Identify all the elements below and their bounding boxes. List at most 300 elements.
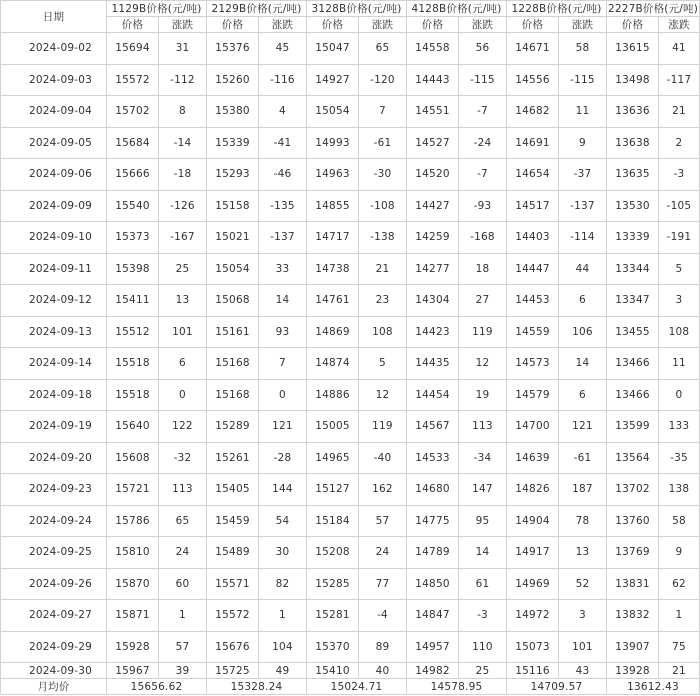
table-row [1, 64, 700, 96]
change-cell: 54 [259, 505, 307, 537]
price-cell: 13498 [607, 64, 659, 96]
price-cell: 13530 [607, 190, 659, 222]
change-cell: -4 [359, 600, 407, 632]
price-cell: 14559 [507, 316, 559, 348]
price-cell: 14558 [407, 33, 459, 65]
change-cell: 89 [359, 631, 407, 663]
date-cell: 2024-09-11 [1, 253, 107, 285]
price-cell: 14761 [307, 285, 359, 317]
price-cell: 15870 [107, 568, 159, 600]
price-cell: 14963 [307, 159, 359, 191]
price-cell: 14691 [507, 127, 559, 159]
price-cell: 13564 [607, 442, 659, 474]
change-cell: 138 [659, 474, 700, 506]
price-cell: 14423 [407, 316, 459, 348]
change-cell: 108 [659, 316, 700, 348]
price-cell: 15518 [107, 379, 159, 411]
date-cell: 2024-09-09 [1, 190, 107, 222]
change-cell: 41 [659, 33, 700, 65]
price-cell: 14277 [407, 253, 459, 285]
price-cell: 15021 [207, 222, 259, 254]
change-cell: 121 [259, 411, 307, 443]
price-cell: 15116 [507, 663, 559, 679]
price-cell: 15676 [207, 631, 259, 663]
change-cell: -61 [359, 127, 407, 159]
header-row-products [1, 1, 700, 17]
change-cell: -41 [259, 127, 307, 159]
price-cell: 15410 [307, 663, 359, 679]
price-cell: 14639 [507, 442, 559, 474]
price-cell: 15293 [207, 159, 259, 191]
change-cell: 0 [259, 379, 307, 411]
price-cell: 15871 [107, 600, 159, 632]
change-cell: 9 [559, 127, 607, 159]
change-cell: 62 [659, 568, 700, 600]
price-cell: 13907 [607, 631, 659, 663]
change-cell: -3 [459, 600, 507, 632]
table-row [1, 348, 700, 380]
price-cell: 15459 [207, 505, 259, 537]
product-header-2129b: 2129B价格(元/吨) [207, 1, 307, 17]
price-cell: 14403 [507, 222, 559, 254]
change-cell: 0 [159, 379, 207, 411]
price-cell: 14671 [507, 33, 559, 65]
price-cell: 14972 [507, 600, 559, 632]
price-cell: 14304 [407, 285, 459, 317]
change-cell: 121 [559, 411, 607, 443]
change-cell: -61 [559, 442, 607, 474]
price-cell: 15666 [107, 159, 159, 191]
table-row [1, 285, 700, 317]
price-cell: 15489 [207, 537, 259, 569]
price-cell: 14965 [307, 442, 359, 474]
price-cell: 14682 [507, 96, 559, 128]
change-cell: 0 [659, 379, 700, 411]
table-row [1, 159, 700, 191]
price-cell: 14969 [507, 568, 559, 600]
price-cell: 14982 [407, 663, 459, 679]
change-cell: -24 [459, 127, 507, 159]
change-cell: 95 [459, 505, 507, 537]
table-row [1, 568, 700, 600]
price-cell: 13638 [607, 127, 659, 159]
change-cell: 58 [559, 33, 607, 65]
change-cell: 6 [559, 285, 607, 317]
change-subheader: 涨跌 [659, 17, 700, 33]
date-cell: 2024-09-25 [1, 537, 107, 569]
price-cell: 13466 [607, 379, 659, 411]
change-cell: 57 [359, 505, 407, 537]
price-cell: 15376 [207, 33, 259, 65]
table-row [1, 631, 700, 663]
price-cell: 15571 [207, 568, 259, 600]
table-row [1, 253, 700, 285]
table-row [1, 505, 700, 537]
change-cell: 30 [259, 537, 307, 569]
change-cell: 133 [659, 411, 700, 443]
change-cell: 12 [359, 379, 407, 411]
date-cell: 2024-09-02 [1, 33, 107, 65]
change-cell: 6 [559, 379, 607, 411]
price-cell: 15512 [107, 316, 159, 348]
change-cell: -112 [159, 64, 207, 96]
price-cell: 13928 [607, 663, 659, 679]
change-cell: 113 [159, 474, 207, 506]
date-cell: 2024-09-27 [1, 600, 107, 632]
change-cell: -167 [159, 222, 207, 254]
price-cell: 15285 [307, 568, 359, 600]
change-cell: 65 [359, 33, 407, 65]
change-cell: 44 [559, 253, 607, 285]
change-cell: 25 [459, 663, 507, 679]
change-cell: 1 [259, 600, 307, 632]
change-cell: 119 [359, 411, 407, 443]
change-cell: 21 [359, 253, 407, 285]
change-cell: 43 [559, 663, 607, 679]
price-cell: 15168 [207, 348, 259, 380]
date-cell: 2024-09-05 [1, 127, 107, 159]
price-cell: 14443 [407, 64, 459, 96]
price-cell: 15047 [307, 33, 359, 65]
price-cell: 14573 [507, 348, 559, 380]
change-cell: 106 [559, 316, 607, 348]
price-cell: 15640 [107, 411, 159, 443]
price-cell: 14551 [407, 96, 459, 128]
price-cell: 14567 [407, 411, 459, 443]
price-cell: 14993 [307, 127, 359, 159]
date-cell: 2024-09-29 [1, 631, 107, 663]
change-cell: 93 [259, 316, 307, 348]
table-row [1, 127, 700, 159]
price-cell: 14886 [307, 379, 359, 411]
average-1228b: 14709.57 [507, 679, 607, 695]
price-cell: 13702 [607, 474, 659, 506]
table-row [1, 96, 700, 128]
date-cell: 2024-09-03 [1, 64, 107, 96]
price-cell: 15608 [107, 442, 159, 474]
price-cell: 13344 [607, 253, 659, 285]
price-cell: 14717 [307, 222, 359, 254]
change-cell: 101 [559, 631, 607, 663]
price-cell: 14556 [507, 64, 559, 96]
change-cell: 45 [259, 33, 307, 65]
price-cell: 14579 [507, 379, 559, 411]
price-cell: 14855 [307, 190, 359, 222]
table-row [1, 537, 700, 569]
change-cell: 104 [259, 631, 307, 663]
change-cell: 56 [459, 33, 507, 65]
price-cell: 13636 [607, 96, 659, 128]
price-cell: 14517 [507, 190, 559, 222]
change-cell: 144 [259, 474, 307, 506]
change-subheader: 涨跌 [259, 17, 307, 33]
change-cell: 5 [659, 253, 700, 285]
change-cell: 3 [659, 285, 700, 317]
date-cell: 2024-09-26 [1, 568, 107, 600]
average-1129b: 15656.62 [107, 679, 207, 695]
change-cell: 23 [359, 285, 407, 317]
price-cell: 15184 [307, 505, 359, 537]
change-cell: -115 [559, 64, 607, 96]
change-cell: 13 [159, 285, 207, 317]
price-cell: 15281 [307, 600, 359, 632]
monthly-average-label: 月均价 [1, 679, 107, 695]
table-row [1, 190, 700, 222]
price-cell: 15380 [207, 96, 259, 128]
price-cell: 14874 [307, 348, 359, 380]
price-cell: 14447 [507, 253, 559, 285]
price-cell: 13635 [607, 159, 659, 191]
price-cell: 14869 [307, 316, 359, 348]
price-cell: 15721 [107, 474, 159, 506]
price-subheader: 价格 [107, 17, 159, 33]
price-cell: 13347 [607, 285, 659, 317]
price-cell: 15694 [107, 33, 159, 65]
change-cell: 162 [359, 474, 407, 506]
price-cell: 15405 [207, 474, 259, 506]
change-cell: 113 [459, 411, 507, 443]
table-row [1, 33, 700, 65]
change-cell: -32 [159, 442, 207, 474]
change-cell: 33 [259, 253, 307, 285]
change-cell: 5 [359, 348, 407, 380]
price-cell: 14904 [507, 505, 559, 537]
price-cell: 14826 [507, 474, 559, 506]
table-row [1, 474, 700, 506]
change-cell: 58 [659, 505, 700, 537]
change-cell: 57 [159, 631, 207, 663]
price-cell: 13599 [607, 411, 659, 443]
price-cell: 15073 [507, 631, 559, 663]
change-cell: 52 [559, 568, 607, 600]
change-cell: -168 [459, 222, 507, 254]
change-cell: 7 [259, 348, 307, 380]
product-header-1228b: 1228B价格(元/吨) [507, 1, 607, 17]
price-cell: 15161 [207, 316, 259, 348]
price-cell: 14789 [407, 537, 459, 569]
price-cell: 15810 [107, 537, 159, 569]
date-cell: 2024-09-18 [1, 379, 107, 411]
price-cell: 15339 [207, 127, 259, 159]
price-subheader: 价格 [407, 17, 459, 33]
price-cell: 13455 [607, 316, 659, 348]
product-header-3128b: 3128B价格(元/吨) [307, 1, 407, 17]
price-cell: 15518 [107, 348, 159, 380]
price-cell: 14435 [407, 348, 459, 380]
price-cell: 15411 [107, 285, 159, 317]
price-cell: 14527 [407, 127, 459, 159]
change-cell: -3 [659, 159, 700, 191]
change-subheader: 涨跌 [359, 17, 407, 33]
change-cell: 6 [159, 348, 207, 380]
table-row [1, 411, 700, 443]
price-cell: 13466 [607, 348, 659, 380]
price-cell: 15370 [307, 631, 359, 663]
change-cell: -114 [559, 222, 607, 254]
price-cell: 13769 [607, 537, 659, 569]
change-cell: -137 [559, 190, 607, 222]
change-cell: 82 [259, 568, 307, 600]
average-3128b: 15024.71 [307, 679, 407, 695]
change-cell: 49 [259, 663, 307, 679]
price-cell: 15702 [107, 96, 159, 128]
price-cell: 15261 [207, 442, 259, 474]
price-cell: 15540 [107, 190, 159, 222]
price-cell: 14427 [407, 190, 459, 222]
price-cell: 13760 [607, 505, 659, 537]
date-cell: 2024-09-04 [1, 96, 107, 128]
price-cell: 13832 [607, 600, 659, 632]
change-cell: 7 [359, 96, 407, 128]
change-cell: 11 [559, 96, 607, 128]
change-cell: 18 [459, 253, 507, 285]
change-cell: 3 [559, 600, 607, 632]
change-cell: 12 [459, 348, 507, 380]
price-cell: 15373 [107, 222, 159, 254]
price-cell: 13615 [607, 33, 659, 65]
price-cell: 15289 [207, 411, 259, 443]
price-cell: 14775 [407, 505, 459, 537]
price-cell: 15725 [207, 663, 259, 679]
price-cell: 15398 [107, 253, 159, 285]
change-cell: 119 [459, 316, 507, 348]
product-header-2227b: 2227B价格(元/吨) [607, 1, 700, 17]
price-cell: 13831 [607, 568, 659, 600]
change-cell: -117 [659, 64, 700, 96]
price-cell: 14654 [507, 159, 559, 191]
price-cell: 14454 [407, 379, 459, 411]
product-header-1129b: 1129B价格(元/吨) [107, 1, 207, 17]
change-cell: 65 [159, 505, 207, 537]
change-cell: 122 [159, 411, 207, 443]
change-cell: -28 [259, 442, 307, 474]
change-cell: 1 [159, 600, 207, 632]
table-row [1, 222, 700, 254]
change-cell: -135 [259, 190, 307, 222]
change-cell: -120 [359, 64, 407, 96]
change-cell: 14 [559, 348, 607, 380]
change-cell: -34 [459, 442, 507, 474]
price-cell: 15572 [107, 64, 159, 96]
date-cell: 2024-09-23 [1, 474, 107, 506]
change-cell: 110 [459, 631, 507, 663]
change-subheader: 涨跌 [459, 17, 507, 33]
change-cell: 187 [559, 474, 607, 506]
change-cell: 14 [459, 537, 507, 569]
average-4128b: 14578.95 [407, 679, 507, 695]
price-cell: 15054 [207, 253, 259, 285]
price-cell: 15684 [107, 127, 159, 159]
date-cell: 2024-09-06 [1, 159, 107, 191]
change-cell: 108 [359, 316, 407, 348]
price-subheader: 价格 [207, 17, 259, 33]
price-cell: 15208 [307, 537, 359, 569]
change-cell: -7 [459, 159, 507, 191]
change-cell: 25 [159, 253, 207, 285]
change-cell: 13 [559, 537, 607, 569]
price-subheader: 价格 [507, 17, 559, 33]
change-cell: -46 [259, 159, 307, 191]
price-cell: 15786 [107, 505, 159, 537]
change-cell: -115 [459, 64, 507, 96]
price-subheader: 价格 [307, 17, 359, 33]
table-row [1, 379, 700, 411]
price-cell: 14850 [407, 568, 459, 600]
date-cell: 2024-09-10 [1, 222, 107, 254]
change-subheader: 涨跌 [559, 17, 607, 33]
date-cell: 2024-09-20 [1, 442, 107, 474]
monthly-average-row [1, 679, 700, 695]
product-header-4128b: 4128B价格(元/吨) [407, 1, 507, 17]
date-cell: 2024-09-12 [1, 285, 107, 317]
price-cell: 15928 [107, 631, 159, 663]
change-cell: 19 [459, 379, 507, 411]
change-cell: 78 [559, 505, 607, 537]
price-cell: 14259 [407, 222, 459, 254]
change-cell: 2 [659, 127, 700, 159]
change-cell: 8 [159, 96, 207, 128]
change-cell: -35 [659, 442, 700, 474]
price-cell: 15068 [207, 285, 259, 317]
change-cell: -116 [259, 64, 307, 96]
table-row [1, 442, 700, 474]
change-cell: 101 [159, 316, 207, 348]
price-cell: 15168 [207, 379, 259, 411]
change-cell: -30 [359, 159, 407, 191]
change-cell: 60 [159, 568, 207, 600]
change-cell: 4 [259, 96, 307, 128]
change-cell: -108 [359, 190, 407, 222]
price-cell: 14533 [407, 442, 459, 474]
price-cell: 15127 [307, 474, 359, 506]
change-cell: 21 [659, 663, 700, 679]
date-cell: 2024-09-30 [1, 663, 107, 679]
price-cell: 14680 [407, 474, 459, 506]
change-cell: 24 [159, 537, 207, 569]
price-cell: 14927 [307, 64, 359, 96]
date-cell: 2024-09-24 [1, 505, 107, 537]
date-column-header: 日期 [1, 1, 107, 33]
change-cell: 21 [659, 96, 700, 128]
change-cell: -105 [659, 190, 700, 222]
change-cell: -137 [259, 222, 307, 254]
change-subheader: 涨跌 [159, 17, 207, 33]
change-cell: 31 [159, 33, 207, 65]
price-cell: 15054 [307, 96, 359, 128]
change-cell: 24 [359, 537, 407, 569]
price-cell: 15572 [207, 600, 259, 632]
change-cell: 75 [659, 631, 700, 663]
price-cell: 15158 [207, 190, 259, 222]
change-cell: 9 [659, 537, 700, 569]
price-subheader: 价格 [607, 17, 659, 33]
date-cell: 2024-09-13 [1, 316, 107, 348]
price-cell: 14453 [507, 285, 559, 317]
price-cell: 15260 [207, 64, 259, 96]
change-cell: 40 [359, 663, 407, 679]
change-cell: 11 [659, 348, 700, 380]
change-cell: 27 [459, 285, 507, 317]
price-cell: 14917 [507, 537, 559, 569]
table-row [1, 663, 700, 679]
change-cell: 147 [459, 474, 507, 506]
change-cell: -126 [159, 190, 207, 222]
change-cell: -18 [159, 159, 207, 191]
price-cell: 14700 [507, 411, 559, 443]
change-cell: 77 [359, 568, 407, 600]
price-cell: 14520 [407, 159, 459, 191]
date-cell: 2024-09-14 [1, 348, 107, 380]
